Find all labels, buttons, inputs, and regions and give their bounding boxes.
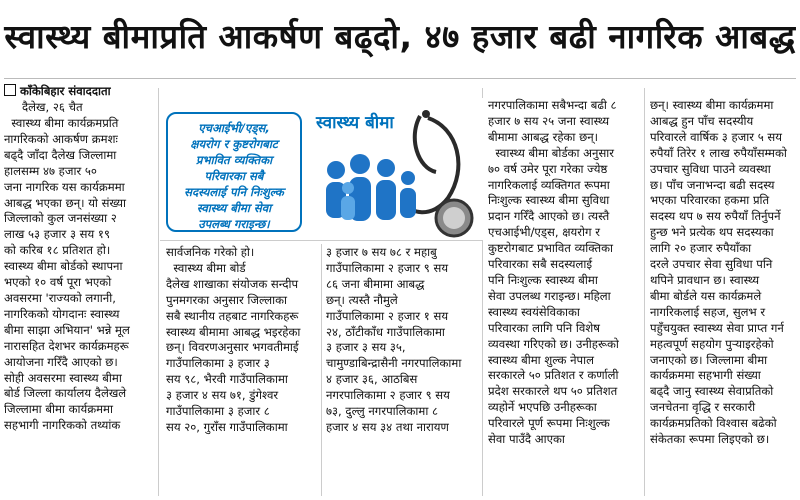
article-column-1: स्वास्थ्य बीमा कार्यक्रमप्रति नागरिकको आकर्षण क्रमशः बढ्दै जाँदा दैलेख जिल्लामा हालसम्म ४७ हजार ५० जना नागरिक यस कार्यक्रममा आबद्ध भएका छन्। यो संख्या जिल्लाको कुल जनसंख्या २ लाख ५३ हजार ३ सय १९ को करिब १८ प्रतिशत हो। स्वास्थ्य बीमा बोर्डको स्थापना भएको १० वर्ष पूरा भएको अवसरमा 'राज्यको लगानी, नागरिकको योगदानः स्वास्थ्य बीमा साझा अभियान' भन्ने मूल नारासहित देशभर कार्यक्रमहरू आयोजना गरिँदै आएको छ। सोही अवसरमा स्वास्थ्य बीमा बोर्ड जिल्ला कार्यालय दैलेखले जिल्लामा बीमा कार्यक्रममा सहभागी नागरिकको तथ्यांक bbox=[4, 116, 130, 433]
highlight-quote-box: एचआईभी/एड्स, क्षयरोग र कुष्टरोगबाट प्रभावित व्यक्तिका परिवारका सबै सदस्यलाई पनि निःशुल्क स्वास्थ्य बीमा सेवा उपलब्ध गराइन्छ। bbox=[166, 112, 302, 232]
reporter-name: काँकेबिहार संवाददाता bbox=[20, 84, 111, 98]
graphic-title: स्वास्थ्य बीमा bbox=[316, 113, 394, 133]
article-column-5: छन्। स्वास्थ्य बीमा कार्यक्रममा आबद्ध हुन पाँच सदस्यीय परिवारले वार्षिक ३ हजार ५ सय रुपैयाँ तिरेर १ लाख रुपैयाँसम्मको उपचार सुविधा पाउने व्यवस्था छ। पाँच जनाभन्दा बढी सदस्य भएका परिवारका हकमा प्रति सदस्य थप ७ सय रुपैयाँ तिर्नुपर्ने हुन्छ भने प्रत्येक थप सदस्यका लागि २० हजार रुपैयाँका दरले उपचार सेवा सुविधा पनि थपिने प्रावधान छ। स्वास्थ्य बीमा बोर्डले यस कार्यक्रमले नागरिकलाई सहज, सुलभ र पहुँचयुक्त स्वास्थ्य सेवा प्राप्त गर्न महत्वपूर्ण सहयोग पुऱ्याइरहेको जनाएको छ। जिल्लामा बीमा कार्यक्रममा सहभागी संख्या बढ्दै जानु स्वास्थ्य सेवाप्रतिको जनचेतना वृद्धि र सरकारी कार्यक्रमप्रतिको विश्वास बढेको संकेतका रूपमा लिइएको छ। bbox=[650, 98, 787, 447]
article-column-4: नगरपालिकामा सबैभन्दा बढी ८ हजार ७ सय २५ जना स्वास्थ्य बीमामा आबद्ध रहेका छन्। स्वास्थ्य बीमा बोर्डका अनुसार ७० वर्ष उमेर पूरा गरेका ज्येष्ठ नागरिकलाई व्यक्तिगत रूपमा निःशुल्क स्वास्थ्य बीमा सुविधा प्रदान गरिँदै आएको छ। त्यस्तै एचआईभी/एड्स, क्षयरोग र कुष्टरोगबाट प्रभावित व्यक्तिका परिवारका सबै सदस्यलाई पनि निःशुल्क स्वास्थ्य बीमा सेवा उपलब्ध गराइन्छ। महिला स्वास्थ्य स्वयंसेविकाका परिवारका लागि पनि विशेष व्यवस्था गरिएको छ। उनीहरूको स्वास्थ्य बीमा शुल्क नेपाल सरकारले ५० प्रतिशत र कर्णाली प्रदेश सरकारले थप ५० प्रतिशत व्यहोर्ने भएपछि उनीहरूका परिवारले पूर्ण रूपमा निःशुल्क सेवा पाउँदै आएका bbox=[488, 98, 619, 447]
health-insurance-graphic bbox=[308, 98, 484, 240]
byline bbox=[4, 84, 154, 116]
stethoscope-family-icon bbox=[308, 98, 484, 240]
byline-square-icon bbox=[4, 84, 16, 96]
article-column-3: ३ हजार ७ सय ७८ र महाबु गाउँपालिकामा २ हजार ९ सय ८६ जना बीमामा आबद्ध छन्। त्यस्तै नौमुले गाउँपालिकामा २ हजार १ सय २४, ठाँटीकाँध गाउँपालिकामा ३ हजार ३ सय ३५, चामुण्डाबिन्द्रासैनी नगरपालिकामा ४ हजार ३६, आठबिस नगरपालिकामा २ हजार ९ सय ७३, दुल्लु नगरपालिकामा ८ हजार ४ सय ३४ तथा नारायण bbox=[326, 245, 462, 434]
column-divider bbox=[158, 88, 159, 496]
graphic-divider bbox=[160, 240, 482, 241]
column-divider bbox=[321, 244, 322, 496]
dateline: दैलेख, २६ चैत bbox=[22, 99, 83, 114]
headline-rule bbox=[4, 78, 796, 79]
article-column-2: सार्वजनिक गरेको हो। स्वास्थ्य बीमा बोर्ड दैलेख शाखाका संयोजक सन्दीप पुनमगरका अनुसार जिल्लाका सबै स्थानीय तहबाट नागरिकहरू स्वास्थ्य बीमामा आबद्ध भइरहेका छन्। विवरणअनुसार भगवतीमाई गाउँपालिकामा ३ हजार ३ सय ९८, भैरवी गाउँपालिकामा ३ हजार ४ सय ७१, डुंगेश्वर गाउँपालिकामा ३ हजार ८ सय २०, गुराँस गाउँपालिकामा bbox=[166, 245, 301, 434]
column-divider bbox=[644, 88, 645, 496]
headline: स्वास्थ्य बीमाप्रति आकर्षण बढ्दो, ४७ हजार बढी नागरिक आबद्ध bbox=[4, 17, 796, 56]
